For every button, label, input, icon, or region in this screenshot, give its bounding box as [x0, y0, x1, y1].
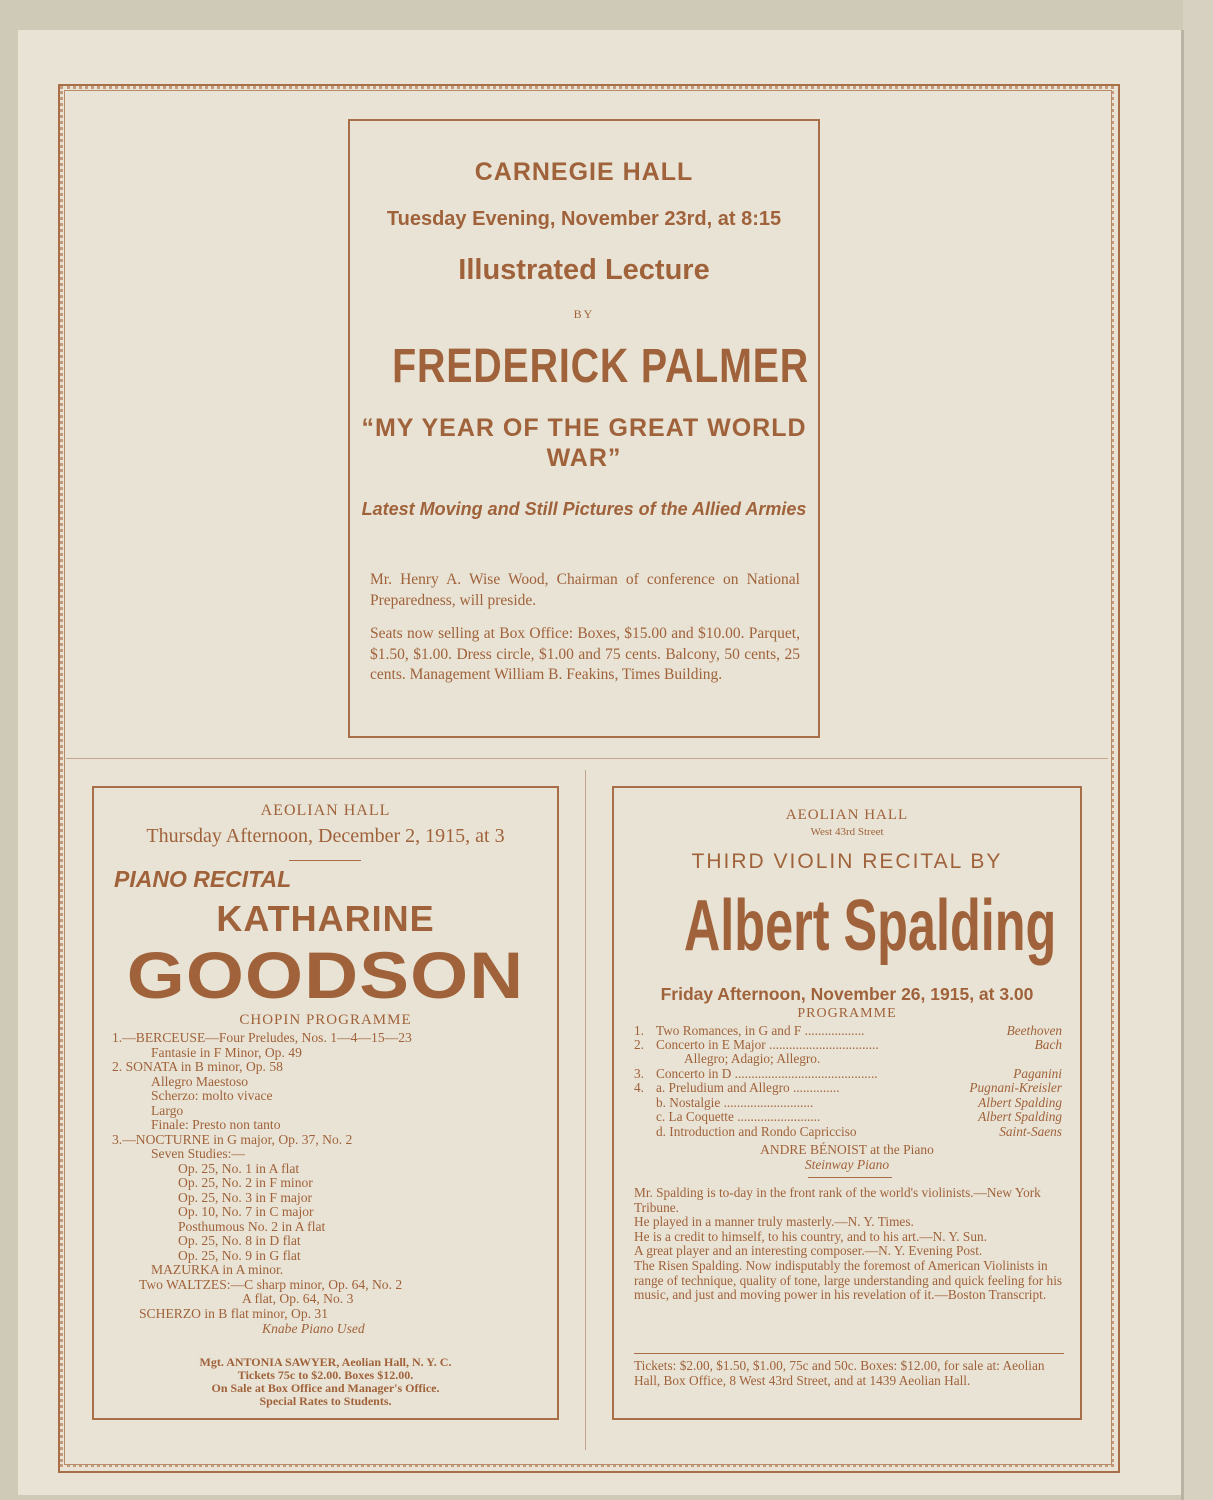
press-quote: A great player and an interesting composer.—N. Y. Evening Post. — [634, 1243, 983, 1259]
lecture-topic: “MY YEAR OF THE GREAT WORLD WAR” — [361, 414, 807, 472]
press-quotes — [634, 1186, 1064, 1303]
binding-gutter — [1183, 0, 1213, 1500]
spalding-recital-ad: AEOLIAN HALL West 43rd Street THIRD VIOLIN RECITAL BY Albert Spalding Friday Afternoon, November 26, 1915, at 3.00 PROGRAMME 1. Two Romances, in G and F .................. Beethoven 2. Concerto in E Major ................................. Bach Allegro; Adagio; Allegro. 3. Concerto in D ........................................... Paganini 4. a. Preludium and Allegro .............. Pugnani-Kreisler b. Nostalgie ........................... Albert Spalding c. La Coquette ......................... Albert Spalding d. Introduction and Rondo Capricciso Saint-Saens ANDRE BÉNOIST at the Piano Steinway Piano Mr. Spalding is to-day in the front rank of the world's violinists.—New York Tribune. He played in a manner truly masterly.—N. Y. Times. He is a credit to himself, to his country, and to his art.—N. Y. Sun. A great player and an interesting composer.—N. Y. Evening Post. The Risen Spalding. Now indisputably the foremost of American Violinists in range of technique, quality of tone, large understanding and quick feeling for his music, and just and moving power in his revelation of it.—Boston Transcript. Tickets: $2.00, $1.50, $1.00, 75c and 50c. Boxes: $12.00, for sale at: Aeolian Hall, Box Office, 8 West 43rd Street, and at 1439 Aeolian Hall. — [612, 786, 1082, 1420]
programme-title: CHOPIN PROGRAMME — [239, 1012, 412, 1028]
footer-line: On Sale at Box Office and Manager's Office. — [211, 1381, 440, 1395]
programme-line: Op. 25, No. 1 in A flat — [178, 1160, 300, 1176]
piano-note: Steinway Piano — [804, 1157, 890, 1172]
carnegie-hall-ad — [348, 119, 820, 738]
programme-line: Fantasie in F Minor, Op. 49 — [151, 1044, 302, 1060]
programme-line: Op. 25, No. 8 in D flat — [178, 1233, 301, 1248]
programme-line: 3.—NOCTURNE in G major, Op. 37, No. 2 — [112, 1131, 353, 1147]
event-type: PIANO RECITAL — [114, 866, 292, 892]
page-edge — [1181, 30, 1184, 1500]
programme-line: Allegro Maestoso — [151, 1073, 249, 1089]
venue-title: AEOLIAN HALL — [785, 807, 909, 823]
footer-line: Mgt. ANTONIA SAWYER, Aeolian Hall, N. Y. C. — [199, 1355, 452, 1369]
venue-title: AEOLIAN HALL — [260, 802, 391, 819]
programme-line: Op. 25, No. 9 in G flat — [178, 1247, 301, 1263]
vertical-divider — [585, 770, 586, 1450]
event-date: Tuesday Evening, November 23rd, at 8:15 — [386, 208, 782, 230]
separator-rule — [634, 1353, 1064, 1354]
programme-line: A flat, Op. 64, No. 3 — [242, 1291, 354, 1306]
programme-line: Scherzo: molto vivace — [151, 1088, 273, 1103]
event-date: Thursday Afternoon, December 2, 1915, at 3 — [146, 825, 505, 847]
press-quote: The Risen Spalding. Now indisputably the foremost of American Violinists in range of technique, quality of tone, large understanding and quick feeling for his music, and just and moving power in his revelation of it.—Boston Transcript. — [634, 1257, 1063, 1303]
programme-line: Posthumous No. 2 in A flat — [178, 1218, 326, 1234]
performer-name: Albert Spalding — [683, 886, 1057, 966]
programme-title: PROGRAMME — [797, 1006, 897, 1021]
footer-line: Special Rates to Students. — [259, 1394, 392, 1408]
management-footer — [94, 1356, 557, 1408]
programme-line: SCHERZO in B flat minor, Op. 31 — [139, 1305, 329, 1321]
chairman-note: Mr. Henry A. Wise Wood, Chairman of conference on National Preparedness, will preside. — [370, 571, 800, 609]
accompanist: ANDRE BÉNOIST at the Piano — [760, 1142, 934, 1157]
by-label: BY — [573, 307, 595, 321]
programme-line: Op. 25, No. 3 in F major — [178, 1189, 313, 1205]
piano-note: Knabe Piano Used — [262, 1321, 365, 1336]
programme-line: 2. SONATA in B minor, Op. 58 — [112, 1059, 283, 1074]
speaker-name: FREDERICK PALMER — [392, 340, 810, 393]
press-quote: He is a credit to himself, to his country, and to his art.—N. Y. Sun. — [634, 1228, 987, 1244]
goodson-recital-ad — [92, 786, 559, 1420]
programme-line: Finale: Presto non tanto — [151, 1117, 281, 1132]
programme-line: Two WALTZES:—C sharp minor, Op. 64, No. 2 — [139, 1276, 403, 1292]
event-date: Friday Afternoon, November 26, 1915, at 3.00 — [660, 984, 1034, 1004]
event-type: Illustrated Lecture — [458, 254, 710, 286]
ticket-info: Seats now selling at Box Office: Boxes, $15.00 and $10.00. Parquet, $1.50, $1.00. Dress circle, $1.00 and 75 cents. Balcony, 50 cents, 25 cents. Management William B. Feakins, Times Building. — [370, 625, 800, 683]
press-quote: Mr. Spalding is to-day in the front rank of the world's violinists.—New York Tribune. — [634, 1185, 1041, 1215]
performer-first-name: KATHARINE — [216, 898, 435, 939]
venue-address: West 43rd Street — [810, 826, 884, 838]
separator-rule — [289, 860, 361, 861]
horizontal-divider — [66, 758, 1108, 759]
separator-rule — [808, 1177, 892, 1178]
programme-line: 1.—BERCEUSE—Four Preludes, Nos. 1—4—15—23 — [112, 1030, 412, 1045]
programme-line: MAZURKA in A minor. — [151, 1262, 284, 1277]
programme-line: Op. 25, No. 2 in F minor — [178, 1175, 313, 1190]
press-quote: He played in a manner truly masterly.—N. Y. Times. — [634, 1214, 914, 1230]
footer-line: Tickets 75c to $2.00. Boxes $12.00. — [237, 1368, 414, 1382]
performer-last-name: GOODSON — [126, 938, 525, 1012]
ticket-info: Tickets: $2.00, $1.50, $1.00, 75c and 50c. Boxes: $12.00, for sale at: Aeolian Hall, Box Office, 8 West 43rd Street, and at 1439 Aeolian Hall. — [634, 1358, 1045, 1388]
event-type: THIRD VIOLIN RECITAL BY — [691, 850, 1003, 873]
programme-line: Seven Studies:— — [151, 1146, 246, 1161]
programme-list — [112, 1031, 412, 1337]
lecture-subtitle: Latest Moving and Still Pictures of the Allied Armies — [361, 499, 807, 519]
programme-line: Largo — [151, 1102, 184, 1118]
programme-line: Op. 10, No. 7 in C major — [178, 1204, 314, 1219]
venue-title: CARNEGIE HALL — [474, 158, 694, 186]
